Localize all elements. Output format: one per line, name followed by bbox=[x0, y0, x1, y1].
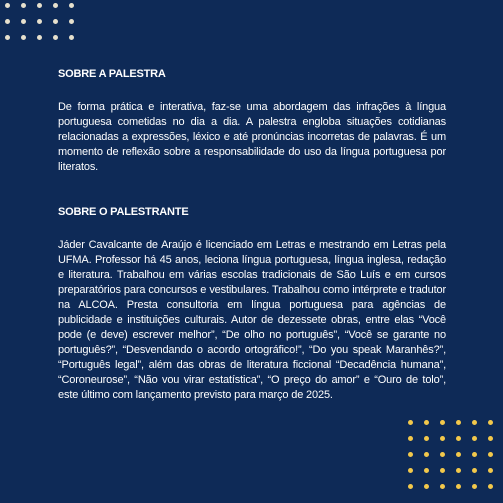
decorative-dot bbox=[456, 484, 461, 489]
decorative-dot bbox=[21, 3, 26, 8]
decorative-dot bbox=[424, 468, 429, 473]
decorative-dot bbox=[472, 420, 477, 425]
decorative-dot bbox=[456, 452, 461, 457]
decorative-dot bbox=[408, 452, 413, 457]
decorative-dot bbox=[5, 3, 10, 8]
decorative-dot bbox=[472, 468, 477, 473]
decorative-dot bbox=[408, 420, 413, 425]
talk-heading: SOBRE A PALESTRA bbox=[58, 68, 166, 80]
speaker-heading: SOBRE O PALESTRANTE bbox=[58, 206, 189, 218]
decorative-dot bbox=[53, 35, 58, 40]
decorative-dot bbox=[456, 436, 461, 441]
decorative-dots-top-left bbox=[5, 3, 74, 40]
decorative-dot bbox=[440, 452, 445, 457]
decorative-dot bbox=[5, 19, 10, 24]
decorative-dot bbox=[472, 452, 477, 457]
decorative-dot bbox=[37, 3, 42, 8]
decorative-dot bbox=[53, 19, 58, 24]
speaker-bio: Jáder Cavalcante de Araújo é licenciado em Letras e mestrando em Letras pela UFMA. Professor há 45 anos, leciona língua portuguesa, língua inglesa, redação e literatura. Trabalhou em várias escolas tradicionais de São Luís e em cursos preparatórios para concursos e vestibulares. Trabalhou como intérprete e tradutor na ALCOA. Presta consultoria em língua portuguesa para agências de publicidade e instituições culturais. Autor de dezessete obras, entre elas “Você pode (e deve) escrever melhor”, “De olho no português”, “Você se garante no português?”, “Desvendando o acordo ortográfico!”, “Do you speak Maranhês?”, “Português legal”, além das obras de literatura ficcional “Decadência humana”, “Coroneurose”, “Não vou virar estatística”, “O preço do amor” e “Ouro de tolo”, este último com lançamento previsto para março de 2025. bbox=[58, 239, 446, 401]
decorative-dot bbox=[408, 468, 413, 473]
decorative-dot bbox=[21, 35, 26, 40]
decorative-dot bbox=[69, 19, 74, 24]
decorative-dot bbox=[408, 484, 413, 489]
decorative-dot bbox=[424, 436, 429, 441]
decorative-dot bbox=[424, 484, 429, 489]
decorative-dot bbox=[69, 3, 74, 8]
decorative-dot bbox=[440, 484, 445, 489]
decorative-dots-bottom-right bbox=[408, 420, 493, 489]
decorative-dot bbox=[488, 420, 493, 425]
talk-description: De forma prática e interativa, faz-se uma abordagem das infrações à língua portuguesa cometidas no dia a dia. A palestra engloba situações cotidianas relacionadas a expressões, léxico e até pronúncias incorretas de palavras. É um momento de reflexão sobre a responsabilidade do uso da língua portuguesa por literatos. bbox=[58, 101, 446, 173]
decorative-dot bbox=[37, 35, 42, 40]
decorative-dot bbox=[440, 468, 445, 473]
decorative-dot bbox=[37, 19, 42, 24]
decorative-dot bbox=[440, 436, 445, 441]
decorative-dot bbox=[424, 420, 429, 425]
decorative-dot bbox=[456, 468, 461, 473]
decorative-dot bbox=[456, 420, 461, 425]
decorative-dot bbox=[5, 35, 10, 40]
decorative-dot bbox=[472, 484, 477, 489]
decorative-dot bbox=[424, 452, 429, 457]
decorative-dot bbox=[408, 436, 413, 441]
decorative-dot bbox=[488, 484, 493, 489]
decorative-dot bbox=[488, 468, 493, 473]
decorative-dot bbox=[488, 452, 493, 457]
decorative-dot bbox=[440, 420, 445, 425]
decorative-dot bbox=[472, 436, 477, 441]
decorative-dot bbox=[488, 436, 493, 441]
content-area bbox=[58, 67, 446, 403]
decorative-dot bbox=[69, 35, 74, 40]
decorative-dot bbox=[21, 19, 26, 24]
decorative-dot bbox=[53, 3, 58, 8]
